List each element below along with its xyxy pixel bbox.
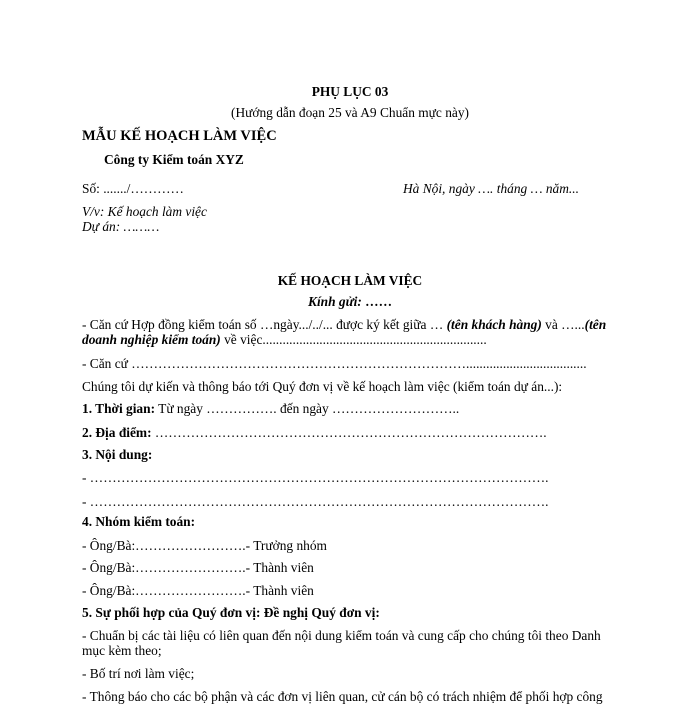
client-name-placeholder: (tên khách hàng) bbox=[446, 317, 542, 332]
content-section-label: 3. Nội dung: bbox=[82, 447, 153, 462]
section-value: ……………………………………………………………………………. bbox=[151, 425, 547, 440]
project-line: Dự án: ……… bbox=[82, 219, 160, 234]
recipient-label: Kính gửi: bbox=[308, 294, 362, 309]
appendix-subtitle: (Hướng dẫn đoạn 25 và A9 Chuẩn mực này) bbox=[230, 105, 470, 120]
team-member: - Ông/Bà:…………………….- Trưởng nhóm bbox=[82, 538, 327, 553]
recipient-line bbox=[0, 294, 700, 310]
plan-title: KẾ HOẠCH LÀM VIỆC bbox=[277, 273, 423, 288]
team-member: - Ông/Bà:…………………….- Thành viên bbox=[82, 583, 314, 598]
coordination-item: - Thông báo cho các bộ phận và các đơn vị liên quan, cử cán bộ có trách nhiệm để phối hợp công bbox=[82, 689, 603, 704]
basis-contract-line-2 bbox=[82, 332, 487, 348]
team-member: - Ông/Bà:…………………….- Thành viên bbox=[82, 560, 314, 575]
coordination-item: mục kèm theo; bbox=[82, 643, 162, 658]
template-title: MẪU KẾ HOẠCH LÀM VIỆC bbox=[82, 128, 277, 144]
basis-text: về việc................................................................... bbox=[220, 332, 487, 347]
document-number: Số: ......./………… bbox=[82, 181, 184, 196]
coordination-section-label: 5. Sự phối hợp của Quý đơn vị: Đề nghị Quý đơn vị: bbox=[82, 605, 380, 620]
company-name: Công ty Kiểm toán XYZ bbox=[104, 152, 244, 167]
content-line: - …………………………………………………………………………………………. bbox=[82, 494, 549, 509]
subject-line: V/v: Kế hoạch làm việc bbox=[82, 204, 207, 219]
recipient-value: …… bbox=[361, 294, 392, 309]
basis-text: - Căn cứ Hợp đồng kiểm toán số …ngày.../../... được ký kết giữa … bbox=[82, 317, 447, 332]
section-label: 2. Địa điểm: bbox=[82, 425, 152, 440]
appendix-title: PHỤ LỤC 03 bbox=[311, 84, 389, 99]
place-section bbox=[82, 425, 547, 441]
basis-other-line: - Căn cứ ………………………………………………………………….................................... bbox=[82, 356, 587, 371]
basis-text: và …... bbox=[541, 317, 585, 332]
coordination-item: - Chuẩn bị các tài liệu có liên quan đến nội dung kiểm toán và cung cấp cho chúng tôi theo Danh bbox=[82, 628, 601, 643]
content-line: - …………………………………………………………………………………………. bbox=[82, 470, 549, 485]
auditor-name-placeholder: doanh nghiệp kiểm toán) bbox=[82, 332, 221, 347]
time-section bbox=[82, 401, 459, 417]
auditor-name-placeholder: (tên bbox=[584, 317, 607, 332]
section-label: 1. Thời gian: bbox=[82, 401, 156, 416]
place-date: Hà Nội, ngày …. tháng … năm... bbox=[403, 181, 579, 196]
team-section-label: 4. Nhóm kiểm toán: bbox=[82, 514, 196, 529]
basis-contract-line bbox=[82, 317, 606, 333]
coordination-item: - Bố trí nơi làm việc; bbox=[82, 666, 195, 681]
intro-paragraph: Chúng tôi dự kiến và thông báo tới Quý đơn vị về kế hoạch làm việc (kiểm toán dự án...): bbox=[82, 379, 563, 394]
section-value: Từ ngày ……………. đến ngày ……………………….. bbox=[155, 401, 460, 416]
